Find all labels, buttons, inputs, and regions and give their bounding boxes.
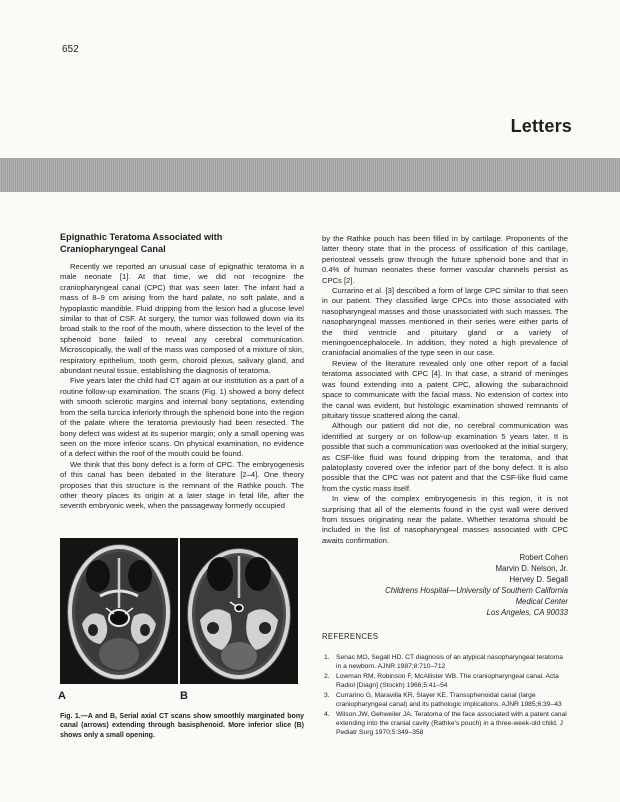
section-banner <box>0 158 620 192</box>
ct-scan-panel-b <box>180 538 298 684</box>
author-name: Hervey D. Segall <box>509 575 568 584</box>
references-heading: REFERENCES <box>322 632 379 641</box>
figure-label-a: A <box>58 690 66 702</box>
author-name: Robert Cohen <box>519 553 568 562</box>
author-name: Marvin D. Nelson, Jr. <box>495 564 568 573</box>
figure-label-b: B <box>180 690 188 702</box>
body-paragraph: Recently we reported an unusual case of epignathic teratoma in a male neonate [1]. At that time, we did not recognize the craniopharyngeal canal (CPC) that was seen later. The infant had a mass of 8–9 cm arising from the hard palate, no soft palate, and a hypoplastic mandible. Fluid dripping from the lesion had a glucose level similar to that of CSF. At surgery, the tumor was followed down via its broad stalk to the roof of the mouth, where dissection to the level of the sphenoid bone failed to reveal any cerebral communication. Microscopically, the wall of the mass was composed of a mixture of skin, respiratory epithelium, tooth germ, choroid plexus, salivary gland, and abundant neural tissue, establishing the diagnosis of teratoma. <box>60 262 304 376</box>
right-column <box>322 234 568 546</box>
institution-line: Childrens Hospital—University of Southern California <box>385 586 568 595</box>
reference-item: 3. Currarino G, Maravilla KR, Slayer KE. Transsphenoidal canal (large craniopharyngeal canal) and its pathologic implications. AJNR 1985;6:39–43 <box>324 692 562 708</box>
ct-scan-image-a <box>60 538 178 684</box>
page-number: 652 <box>62 44 79 55</box>
author-signature <box>328 552 568 618</box>
figure-caption: Fig. 1.—A and B, Serial axial CT scans show smoothly marginated bony canal (arrows) extending through basisphenoid. More inferior slice (B) shows only a small opening. <box>60 713 304 739</box>
body-paragraph: Five years later the child had CT again at our institution as a part of a routine follow-up examination. The scans (Fig. 1) showed a bony defect with smooth sclerotic margins and internal bony septations, extending from the sella turcica inferiorly through the sphenoid bone into the region of the palate where the teratoma previously had been resected. The bony defect was widest at its superior margin; only a small opening was seen on the more inferior scans. On physical examination, no evidence of a defect within the roof of the mouth could be found. <box>60 376 304 459</box>
institution-line: Los Angeles, CA 90033 <box>486 608 568 617</box>
body-paragraph: In view of the complex embryogenesis in this region, it is not surprising that all of the elements found in the cyst wall were derived from tissues originating near the palate. Whether teratoma should be included in the list of nasopharyngeal masses associated with CPC awaits confirmation. <box>322 494 568 545</box>
reference-item: 2. Lowman RM, Robinson F, McAllister WB. The craniopharyngeal canal. Acta Radiol [Diagn] (Stockh) 1966;5:41–54 <box>324 673 559 689</box>
institution-line: Medical Center <box>515 597 568 606</box>
body-paragraph: Although our patient did not die, no cerebral communication was identified at surgery or on follow-up examination 5 years later. It is possible that such a communication was overlooked at the initial surgery, as CSF-like fluid was found dripping from the teratoma, and that palatoplasty covered over the inferior part of the bony defect. It is also possible that the CPC was not patent and that the CSF-like fluid came from the cystic mass itself. <box>322 421 568 493</box>
references-list <box>322 654 568 739</box>
ct-scan-panel-a <box>60 538 178 684</box>
article-title: Epignathic Teratoma Associated with Craniopharyngeal Canal <box>60 232 223 254</box>
body-paragraph: Review of the literature revealed only one other report of a facial teratoma associated with CPC [4]. In that case, a strand of meninges was found extending into a patent CPC, allowing the subarachnoid space to communicate with the facial mass. No extension of cortex into the canal was evident, but histologic examination showed remnants of pituitary tissue scattered along the canal. <box>322 358 568 420</box>
left-column <box>60 262 304 512</box>
ct-scan-image-b <box>180 538 298 684</box>
section-title: Letters <box>510 116 572 136</box>
body-paragraph: by the Rathke pouch has been filled in by cartilage. Proponents of the latter theory state that in the process of ossification of this cartilage, periosteal vessels grow through the future sphenoid bone and that in 0.4% of human neonates these former vascular channels persist as CPCs [2]. <box>322 234 568 285</box>
body-paragraph: Currarino et al. [3] described a form of large CPC similar to that seen in our patient. They classified large CPCs into those associated with nasopharyngeal masses and those unassociated with such masses. The nasopharyngeal masses mentioned in their series were either parts of the third ventricle and pituitary gland or a variety of meningoencephalocele. In addition, they noted a high prevalence of craniofacial anomalies of the type seen in our case. <box>322 286 568 358</box>
body-paragraph: We think that this bony defect is a form of CPC. The embryogenesis of this canal has been debated in the literature [2–4]. One theory proposes that this structure is the remnant of the Rathke pouch. The other theory places its origin at a later stage in fetal life, after the seventh embryonic week, when the passageway formerly occupied <box>60 459 304 511</box>
reference-item: 1. Senac MO, Segall HD. CT diagnosis of an atypical nasopharyngeal teratoma in a newborn. AJNR 1987;8:710–712 <box>324 654 564 670</box>
reference-item: 4. Wilson JW, Gehweiler JA. Teratoma of the face associated with a patent canal extending into the cranial cavity (Rathke's pouch) in a three-week-old child. J Pediatr Surg 1970;5:349–358 <box>324 711 567 736</box>
